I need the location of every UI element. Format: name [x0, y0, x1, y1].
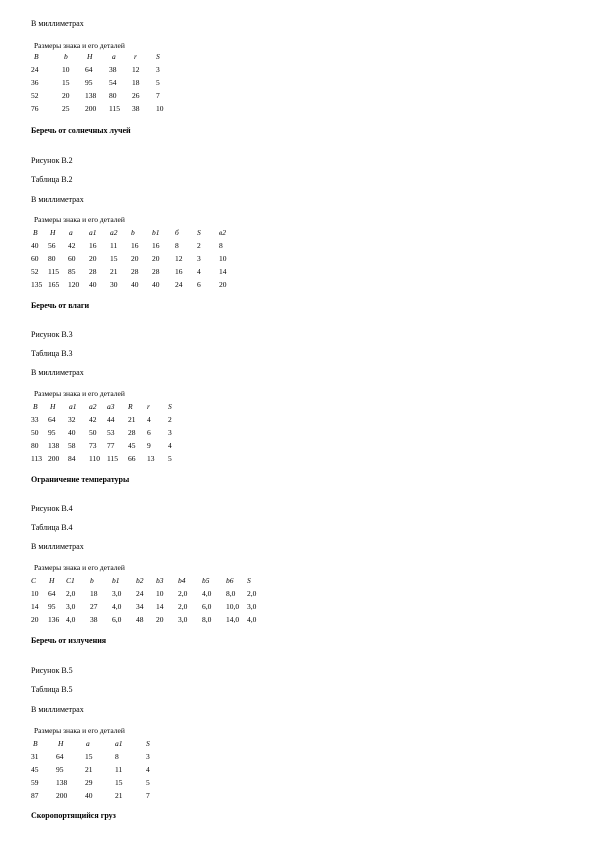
column-header: r — [134, 52, 137, 61]
table-cell: 20 — [156, 615, 164, 624]
column-header: b — [131, 228, 135, 237]
table-cell: 11 — [115, 765, 123, 774]
table-cell: 77 — [107, 441, 115, 450]
table-cell: 56 — [48, 241, 56, 250]
table-cell: 8,0 — [202, 615, 212, 624]
column-header: b — [90, 576, 94, 585]
table-cell: 21 — [110, 267, 118, 276]
table-cell: 24 — [31, 65, 39, 74]
table-cell: 45 — [31, 765, 39, 774]
table-cell: 135 — [31, 280, 43, 289]
column-header: S — [146, 739, 150, 748]
table-cell: 28 — [152, 267, 160, 276]
table-cell: 9 — [147, 441, 151, 450]
sign-label: Ограничение температуры — [31, 475, 130, 484]
table-cell: 21 — [115, 791, 123, 800]
table-cell: 10 — [219, 254, 227, 263]
column-header: b3 — [156, 576, 164, 585]
table-cell: 12 — [132, 65, 140, 74]
table-cell: 48 — [136, 615, 144, 624]
table-cell: 15 — [62, 78, 70, 87]
column-header: B — [33, 739, 38, 748]
table-cell: 18 — [90, 589, 98, 598]
table-cell: 95 — [48, 602, 56, 611]
table-cell: 3,0 — [247, 602, 257, 611]
column-header: b1 — [112, 576, 120, 585]
column-header: r — [147, 402, 150, 411]
table-cell: 8 — [219, 241, 223, 250]
column-header: a — [112, 52, 116, 61]
table-cell: 8 — [175, 241, 179, 250]
table-cell: 16 — [152, 241, 160, 250]
column-header: C1 — [66, 576, 75, 585]
table-cell: 21 — [85, 765, 93, 774]
table-cell: 11 — [110, 241, 118, 250]
table-cell: 20 — [89, 254, 97, 263]
table-cell: 5 — [146, 778, 150, 787]
table-cell: 28 — [128, 428, 136, 437]
table-cell: 3,0 — [66, 602, 76, 611]
table-cell: 64 — [48, 415, 56, 424]
table-cell: 4 — [197, 267, 201, 276]
table-cell: 3 — [156, 65, 160, 74]
column-header: B — [34, 52, 39, 61]
column-header: a — [86, 739, 90, 748]
table-cell: 2 — [168, 415, 172, 424]
table-cell: 95 — [85, 78, 93, 87]
table-cell: 138 — [48, 441, 60, 450]
table-cell: 3,0 — [178, 615, 188, 624]
column-header: a — [69, 228, 73, 237]
table-cell: 165 — [48, 280, 60, 289]
column-header: B — [33, 228, 38, 237]
column-header: H — [87, 52, 93, 61]
table-cell: 20 — [131, 254, 139, 263]
table-caption: Размеры знака и его деталей — [34, 726, 125, 735]
table-cell: 15 — [110, 254, 118, 263]
table-cell: 136 — [48, 615, 60, 624]
table-cell: 32 — [68, 415, 76, 424]
figure-caption: Рисунок В.2 — [31, 156, 73, 165]
units-note: В миллиметрах — [31, 19, 84, 28]
column-header: H — [50, 402, 56, 411]
table-cell: 30 — [110, 280, 118, 289]
units-note: В миллиметрах — [31, 542, 84, 551]
table-cell: 40 — [131, 280, 139, 289]
table-cell: 16 — [89, 241, 97, 250]
table-cell: 3 — [168, 428, 172, 437]
table-cell: 54 — [109, 78, 117, 87]
table-cell: 120 — [68, 280, 80, 289]
table-cell: 4 — [147, 415, 151, 424]
table-cell: 4,0 — [112, 602, 122, 611]
table-cell: 7 — [146, 791, 150, 800]
column-header: a2 — [110, 228, 118, 237]
table-cell: 3,0 — [112, 589, 122, 598]
table-cell: 8,0 — [226, 589, 236, 598]
table-cell: 6 — [147, 428, 151, 437]
table-cell: 10 — [31, 589, 39, 598]
table-cell: 20 — [152, 254, 160, 263]
table-cell: 40 — [31, 241, 39, 250]
table-cell: 31 — [31, 752, 39, 761]
table-cell: 25 — [62, 104, 70, 113]
table-cell: 45 — [128, 441, 136, 450]
table-cell: 2,0 — [178, 602, 188, 611]
table-cell: 115 — [107, 454, 118, 463]
table-cell: 14 — [31, 602, 39, 611]
table-caption: Размеры знака и его деталей — [34, 389, 125, 398]
table-cell: 50 — [31, 428, 39, 437]
table-cell: 58 — [68, 441, 76, 450]
table-cell: 115 — [109, 104, 120, 113]
column-header: в2 — [219, 228, 227, 237]
table-cell: 85 — [68, 267, 76, 276]
table-cell: 2,0 — [178, 589, 188, 598]
figure-caption: Рисунок В.4 — [31, 504, 73, 513]
sign-label: Беречь от излучения — [31, 636, 107, 645]
table-cell: 14,0 — [226, 615, 240, 624]
column-header: S — [197, 228, 201, 237]
table-cell: 28 — [131, 267, 139, 276]
column-header: R — [128, 402, 133, 411]
table-cell: 14 — [156, 602, 164, 611]
table-cell: 64 — [48, 589, 56, 598]
units-note: В миллиметрах — [31, 195, 84, 204]
table-cell: 200 — [56, 791, 68, 800]
table-cell: 7 — [156, 91, 160, 100]
sign-label: Беречь от солнечных лучей — [31, 126, 131, 135]
table-cell: 2,0 — [66, 589, 76, 598]
table-cell: 64 — [85, 65, 93, 74]
table-cell: 200 — [48, 454, 60, 463]
table-cell: 84 — [68, 454, 76, 463]
table-cell: 4 — [146, 765, 150, 774]
table-cell: 95 — [56, 765, 64, 774]
table-cell: 73 — [89, 441, 97, 450]
table-number: Таблица В.2 — [31, 175, 73, 184]
table-cell: 115 — [48, 267, 59, 276]
table-cell: 4,0 — [247, 615, 257, 624]
column-header: b4 — [178, 576, 186, 585]
table-cell: 2 — [197, 241, 201, 250]
column-header: S — [156, 52, 160, 61]
column-header: б — [175, 228, 179, 237]
table-cell: 10 — [156, 104, 164, 113]
table-cell: 5 — [156, 78, 160, 87]
table-cell: 6,0 — [112, 615, 122, 624]
table-cell: 21 — [128, 415, 136, 424]
table-cell: 14 — [219, 267, 227, 276]
table-cell: 3 — [197, 254, 201, 263]
table-cell: 4 — [168, 441, 172, 450]
table-cell: 40 — [152, 280, 160, 289]
units-note: В миллиметрах — [31, 368, 84, 377]
table-cell: 12 — [175, 254, 183, 263]
table-cell: 6 — [197, 280, 201, 289]
table-number: Таблица В.3 — [31, 349, 73, 358]
table-cell: 42 — [89, 415, 97, 424]
table-cell: 24 — [175, 280, 183, 289]
table-cell: 13 — [147, 454, 155, 463]
table-cell: 138 — [85, 91, 97, 100]
table-cell: 80 — [31, 441, 39, 450]
table-cell: 138 — [56, 778, 68, 787]
table-cell: 38 — [90, 615, 98, 624]
table-caption: Размеры знака и его деталей — [34, 215, 125, 224]
table-cell: 60 — [31, 254, 39, 263]
table-cell: 76 — [31, 104, 39, 113]
table-cell: 50 — [89, 428, 97, 437]
table-cell: 20 — [62, 91, 70, 100]
table-cell: 15 — [85, 752, 93, 761]
column-header: H — [50, 228, 56, 237]
table-cell: 59 — [31, 778, 39, 787]
table-cell: 40 — [85, 791, 93, 800]
table-caption: Размеры знака и его деталей — [34, 563, 125, 572]
table-cell: 87 — [31, 791, 39, 800]
units-note: В миллиметрах — [31, 705, 84, 714]
table-cell: 52 — [31, 91, 39, 100]
table-cell: 95 — [48, 428, 56, 437]
table-cell: 3 — [146, 752, 150, 761]
table-cell: 6,0 — [202, 602, 212, 611]
table-cell: 53 — [107, 428, 115, 437]
column-header: S — [168, 402, 172, 411]
table-cell: 2,0 — [247, 589, 257, 598]
column-header: a2 — [89, 402, 97, 411]
table-cell: 52 — [31, 267, 39, 276]
table-cell: 24 — [136, 589, 144, 598]
figure-caption: Рисунок В.5 — [31, 666, 73, 675]
table-number: Таблица В.5 — [31, 685, 73, 694]
table-cell: 33 — [31, 415, 39, 424]
table-cell: 60 — [68, 254, 76, 263]
table-cell: 8 — [115, 752, 119, 761]
table-cell: 34 — [136, 602, 144, 611]
table-cell: 36 — [31, 78, 39, 87]
column-header: C — [31, 576, 37, 585]
table-cell: 110 — [89, 454, 100, 463]
table-cell: 113 — [31, 454, 42, 463]
table-cell: 27 — [90, 602, 98, 611]
table-cell: 5 — [168, 454, 172, 463]
column-header: b1 — [152, 228, 160, 237]
table-cell: 40 — [89, 280, 97, 289]
column-header: a1 — [69, 402, 77, 411]
table-cell: 4,0 — [202, 589, 212, 598]
table-cell: 66 — [128, 454, 136, 463]
table-cell: 26 — [132, 91, 140, 100]
table-cell: 10 — [156, 589, 164, 598]
table-cell: 20 — [31, 615, 39, 624]
table-cell: 18 — [132, 78, 140, 87]
table-caption: Размеры знака и его деталей — [34, 41, 125, 50]
column-header: a3 — [107, 402, 115, 411]
table-cell: 4,0 — [66, 615, 76, 624]
table-cell: 40 — [68, 428, 76, 437]
column-header: b5 — [202, 576, 210, 585]
column-header: a1 — [89, 228, 97, 237]
table-cell: 10,0 — [226, 602, 240, 611]
table-cell: 44 — [107, 415, 115, 424]
column-header: H — [58, 739, 64, 748]
table-cell: 16 — [131, 241, 139, 250]
table-cell: 64 — [56, 752, 64, 761]
column-header: H — [49, 576, 55, 585]
table-cell: 20 — [219, 280, 227, 289]
table-cell: 28 — [89, 267, 97, 276]
table-cell: 42 — [68, 241, 76, 250]
table-cell: 38 — [109, 65, 117, 74]
table-number: Таблица В.4 — [31, 523, 73, 532]
table-cell: 16 — [175, 267, 183, 276]
table-cell: 29 — [85, 778, 93, 787]
column-header: a1 — [115, 739, 123, 748]
column-header: b — [64, 52, 68, 61]
table-cell: 80 — [109, 91, 117, 100]
figure-caption: Рисунок В.3 — [31, 330, 73, 339]
column-header: b6 — [226, 576, 234, 585]
table-cell: 200 — [85, 104, 97, 113]
table-cell: 38 — [132, 104, 140, 113]
sign-label: Беречь от влаги — [31, 301, 90, 310]
table-cell: 15 — [115, 778, 123, 787]
sign-label: Скоропортящийся груз — [31, 811, 116, 820]
column-header: b2 — [136, 576, 144, 585]
table-cell: 10 — [62, 65, 70, 74]
table-cell: 80 — [48, 254, 56, 263]
column-header: S — [247, 576, 251, 585]
column-header: B — [33, 402, 38, 411]
